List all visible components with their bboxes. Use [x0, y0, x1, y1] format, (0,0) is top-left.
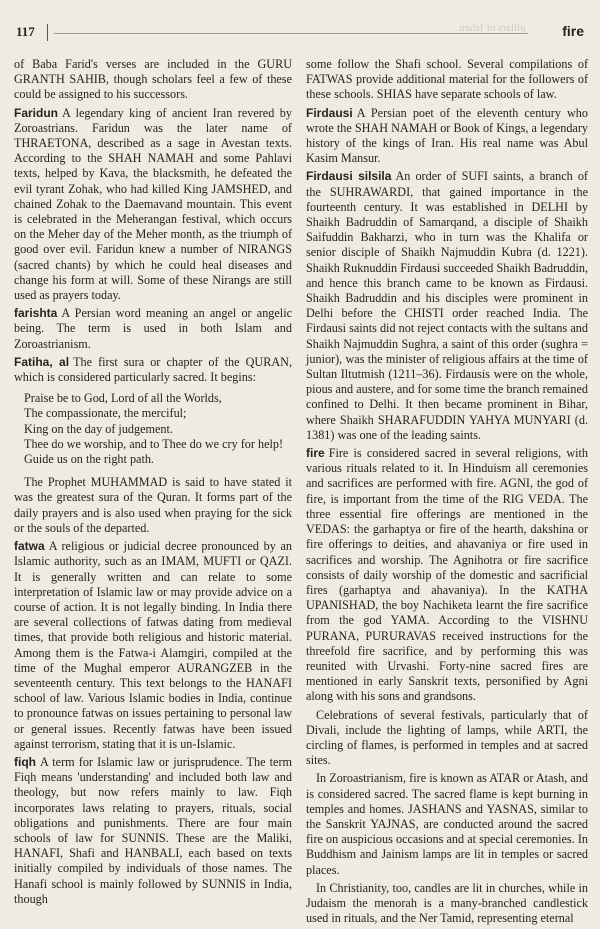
page-number: 117 [16, 24, 35, 39]
continued-paragraph: some follow the Shafi school. Several compilations of FATWAS provide additional material for the followers of these schools. SHIAS have separate schools of law. [306, 57, 588, 102]
right-column [306, 57, 588, 929]
continued-paragraph: of Baba Farid's verses are included in the GURU GRANTH SAHIB, though scholars feel a few of these could be assigned to his successors. [14, 57, 292, 102]
left-column [14, 57, 292, 910]
show-through-text: pillars of Islam [459, 22, 526, 34]
entry-fire [306, 446, 588, 704]
entry-faridun [14, 106, 292, 304]
entry-fatwa [14, 539, 292, 752]
entry-term: Faridun [14, 105, 58, 120]
entry-text: Fire is considered sacred in several religions, with various rituals related to it. In Hinduism all ceremonies and sacrifices are performed with fire. AGNI, the god of fire, is important from the time of the RIG VEDA. The three essential fire offerings are mentioned in the VEDAS: the garhaptya or fire of the hearth, dakshina or fire offerings to deities, and ahavaniya or fire used in sacrifices and worship. The Agnihotra or fire sacrifice consists of daily worship of the domestic and sacrificial fires (garhaptya and ahavaniya). In the KATHA UPANISHAD, the boy Nachiketa learnt the fire sacrifice from the god YAMA. According to the VISHNU PURANA, PURURAVAS received instructions for the threefold fire sacrifice, and by performing this was reunited with Urvashi. Forty-nine sacred fires are mentioned in early Sanskrit texts, personified by Agni along with his sons and grandsons. [306, 446, 588, 704]
running-head-term: fire [562, 23, 584, 39]
entry-text: A legendary king of ancient Iran revered by Zoroastrians. Faridun was the later name of THRAETONA, described as a sage in Avestan texts. According to the SHAH NAMAH and some Pahlavi texts, helped by Kava, the blacksmith, he defeated the evil tyrant Zohak, who had killed King JAMSHED, and chained Zohak to the Daemavand mountain. This event is celebrated in the Meherangan festival, which occurs on the Meher day of the Meher month, as the triumph of good over evil. Faridun knew a number of NIRANGS (sacred chants) by which he could heal diseases and change his form at will. Some of these Nirangs are still used as prayers today. [14, 105, 292, 303]
entry-term: Firdausi [306, 105, 353, 120]
fire-paragraph-3: In Zoroastrianism, fire is known as ATAR or Atash, and is considered sacred. The sacred flame is kept burning in temples and homes. JASHANS and YASNAS, similar to the Sanskrit YAJNAS, are conducted around the sacred fire on auspicious occasions and at special ceremonies. In Buddhism and Jainism lamps are lit in temples or sacred places. [306, 771, 588, 877]
entry-text: An order of SUFI saints, a branch of the SUHRAWARDI, that gained importance in the fourteenth century. It was established in DELHI by Shaikh Badruddin of Samarqand, a disciple of Shaikh Saifuddin Bakharzi, who in turn was the Khalifa or senior disciple of Shaikh Najmuddin Kubra (d. 1221). Shaikh Ruknuddin Firdausi succeeded Shaikh Badruddin, and hence this branch came to be known as Firdausi. Shaikh Badruddin and his disciples were prominent in Delhi before the CHISTI order reached India. The Firdausi saints did not reject contacts with the sultans and Shaikh Najmuddin Sughra, a saint of this order (sughra = junior), was the minister of religious affairs at the time of Sultan Iltutmish (1211–36). Firdausis were on the whole, pious and austere, and for some time the branch remained confined to Delhi. It then became prominent in Bihar, where Shaikh SHARAFUDDIN YAHYA MUNYARI (d. 1381) was one of the leading saints. [306, 169, 588, 442]
entry-firdausi [306, 106, 588, 167]
quote-line: Guide us on the right path. [24, 452, 154, 467]
page-header [14, 24, 586, 44]
entry-fatiha [14, 355, 292, 385]
entry-term: Fatiha, al [14, 354, 70, 369]
fatiha-quote [24, 391, 292, 467]
entry-farishta [14, 306, 292, 352]
quote-line: Thee do we worship, and to Thee do we cry for help! [24, 436, 284, 451]
fire-paragraph-2: Celebrations of several festivals, particularly that of Divali, include the lighting of lamps, while ARTI, the circling of flames, is performed in temples and at sacred sites. [306, 707, 588, 768]
entry-firdausi-silsila [306, 169, 588, 443]
entry-term: fire [306, 446, 325, 461]
entry-term: farishta [14, 306, 58, 321]
header-divider [47, 24, 48, 41]
fire-paragraph-4: In Christianity, too, candles are lit in churches, while in Judaism the menorah is a many-branched candlestick used in rituals, and the Ner Tamid, representing eternal [306, 880, 588, 926]
entry-text: A term for Islamic law or jurisprudence. The term Fiqh means 'understanding' and included both law and theology, but now refers mainly to law. Fiqh incorporates laws relating to prayers, rituals, social obligations and punishments. There are four main schools of law for SUNNIS. These are the Maliki, HANAFI, Shafi and HANBALI, each based on texts initially compiled by individuals of those names. The Hanafi school is mainly followed by SUNNIS in India, though [14, 754, 292, 906]
entry-term: fatwa [14, 539, 45, 554]
entry-text: A religious or judicial decree pronounced by an Islamic authority, such as an IMAM, MUFTI or QAZI. It is generally written and can relate to some interpretation of Islamic law or may provide advice on a course of action. It is not legally binding. In India there are several collections of fatwas dating from medieval times, that provide both religious and historic material. Among them is the Fatwa-i Alamgiri, compiled at the time of the Mughal emperor AURANGZEB in the seventeenth century. This text belongs to the HANAFI school of law. Various Islamic bodies in India, continue to pronounce fatwas on issues pertaining to personal law or general issues. Recently fatwas have been issued against terrorism, stating that it is un-Islamic. [14, 539, 292, 751]
entry-text: A Persian poet of the eleventh century who wrote the SHAH NAMAH or Book of Kings, a legendary history of the kings of Iran. His real name was Abul Kasim Mansur. [306, 105, 588, 166]
quote-line: Praise be to God, Lord of all the Worlds, [24, 391, 222, 406]
entry-fiqh [14, 755, 292, 907]
entry-text: A Persian word meaning an angel or angelic being. The term is used in both Islam and Zoroastrianism. [14, 306, 292, 351]
fatiha-commentary: The Prophet MUHAMMAD is said to have stated it was the greatest sura of the Quran. It forms part of the daily prayers and is also used when praying for the sick or the souls of the departed. [14, 475, 292, 535]
entry-text: The first sura or chapter of the QURAN, which is considered particularly sacred. It begins: [14, 354, 292, 385]
entry-term: fiqh [14, 754, 36, 769]
header-rule [54, 33, 528, 34]
quote-line: The compassionate, the merciful; [24, 406, 187, 421]
entry-term: Firdausi silsila [306, 169, 392, 184]
quote-line: King on the day of judgement. [24, 421, 173, 436]
